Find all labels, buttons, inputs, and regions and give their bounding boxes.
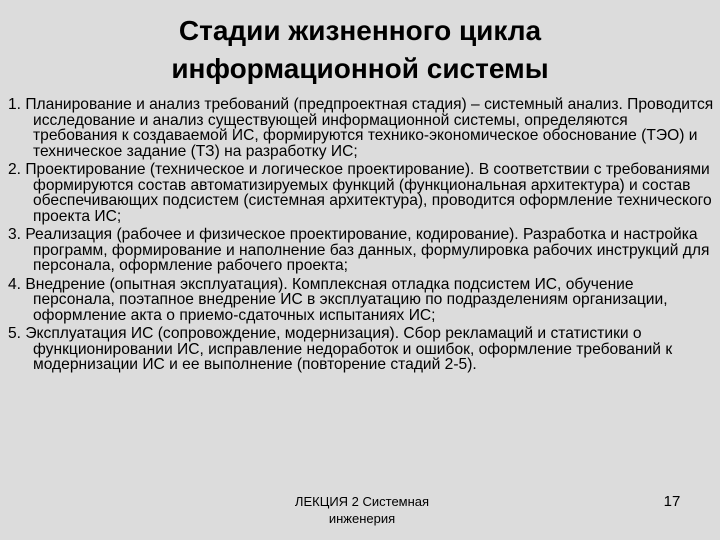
stage-item-operation: 5. Эксплуатация ИС (сопровождение, модернизация). Сбор рекламаций и статистики о функционировании ИС, исправление недоработок и ошибок, оформление требований к модернизации ИС и ее выполнение (повторение стадий 2-5). [8, 325, 673, 373]
footer-line-2: инженерия [328, 511, 396, 526]
page-number: 17 [663, 493, 681, 510]
stage-item-planning: 1. Планирование и анализ требований (предпроектная стадия) – системный анализ. Проводится исследование и анализ существующей информационной системы, определяются требования к создаваемой ИС, формируются технико-экономическое обоснование (ТЭО) и техническое задание (ТЗ) на разработку ИС; [8, 96, 714, 160]
slide-title-line-1: Стадии жизненного цикла [178, 15, 542, 46]
stage-item-design: 2. Проектирование (техническое и логическое проектирование). В соответствии с требованиями формируются состав автоматизируемых функций (функциональная архитектура) и состав обеспечивающих подсистем (системная архитектура), проводится оформление технического проекта ИС; [8, 161, 712, 225]
footer-line-1: ЛЕКЦИЯ 2 Системная [294, 494, 430, 509]
stage-item-implementation: 3. Реализация (рабочее и физическое проектирование, кодирование). Разработка и настройка программ, формирование и наполнение баз данных, формулировка рабочих инструкций для персонала, оформление рабочего проекта; [8, 226, 710, 274]
slide-title-line-2: информационной системы [171, 53, 549, 84]
stages-list [8, 97, 714, 376]
slide-title [120, 12, 600, 88]
footer-lecture-label [262, 493, 462, 527]
stage-item-deployment: 4. Внедрение (опытная эксплуатация). Комплексная отладка подсистем ИС, обучение персонала, поэтапное внедрение ИС в эксплуатацию по подразделениям организации, оформление акта о приемо-сдаточных испытаниях ИС; [8, 275, 668, 324]
